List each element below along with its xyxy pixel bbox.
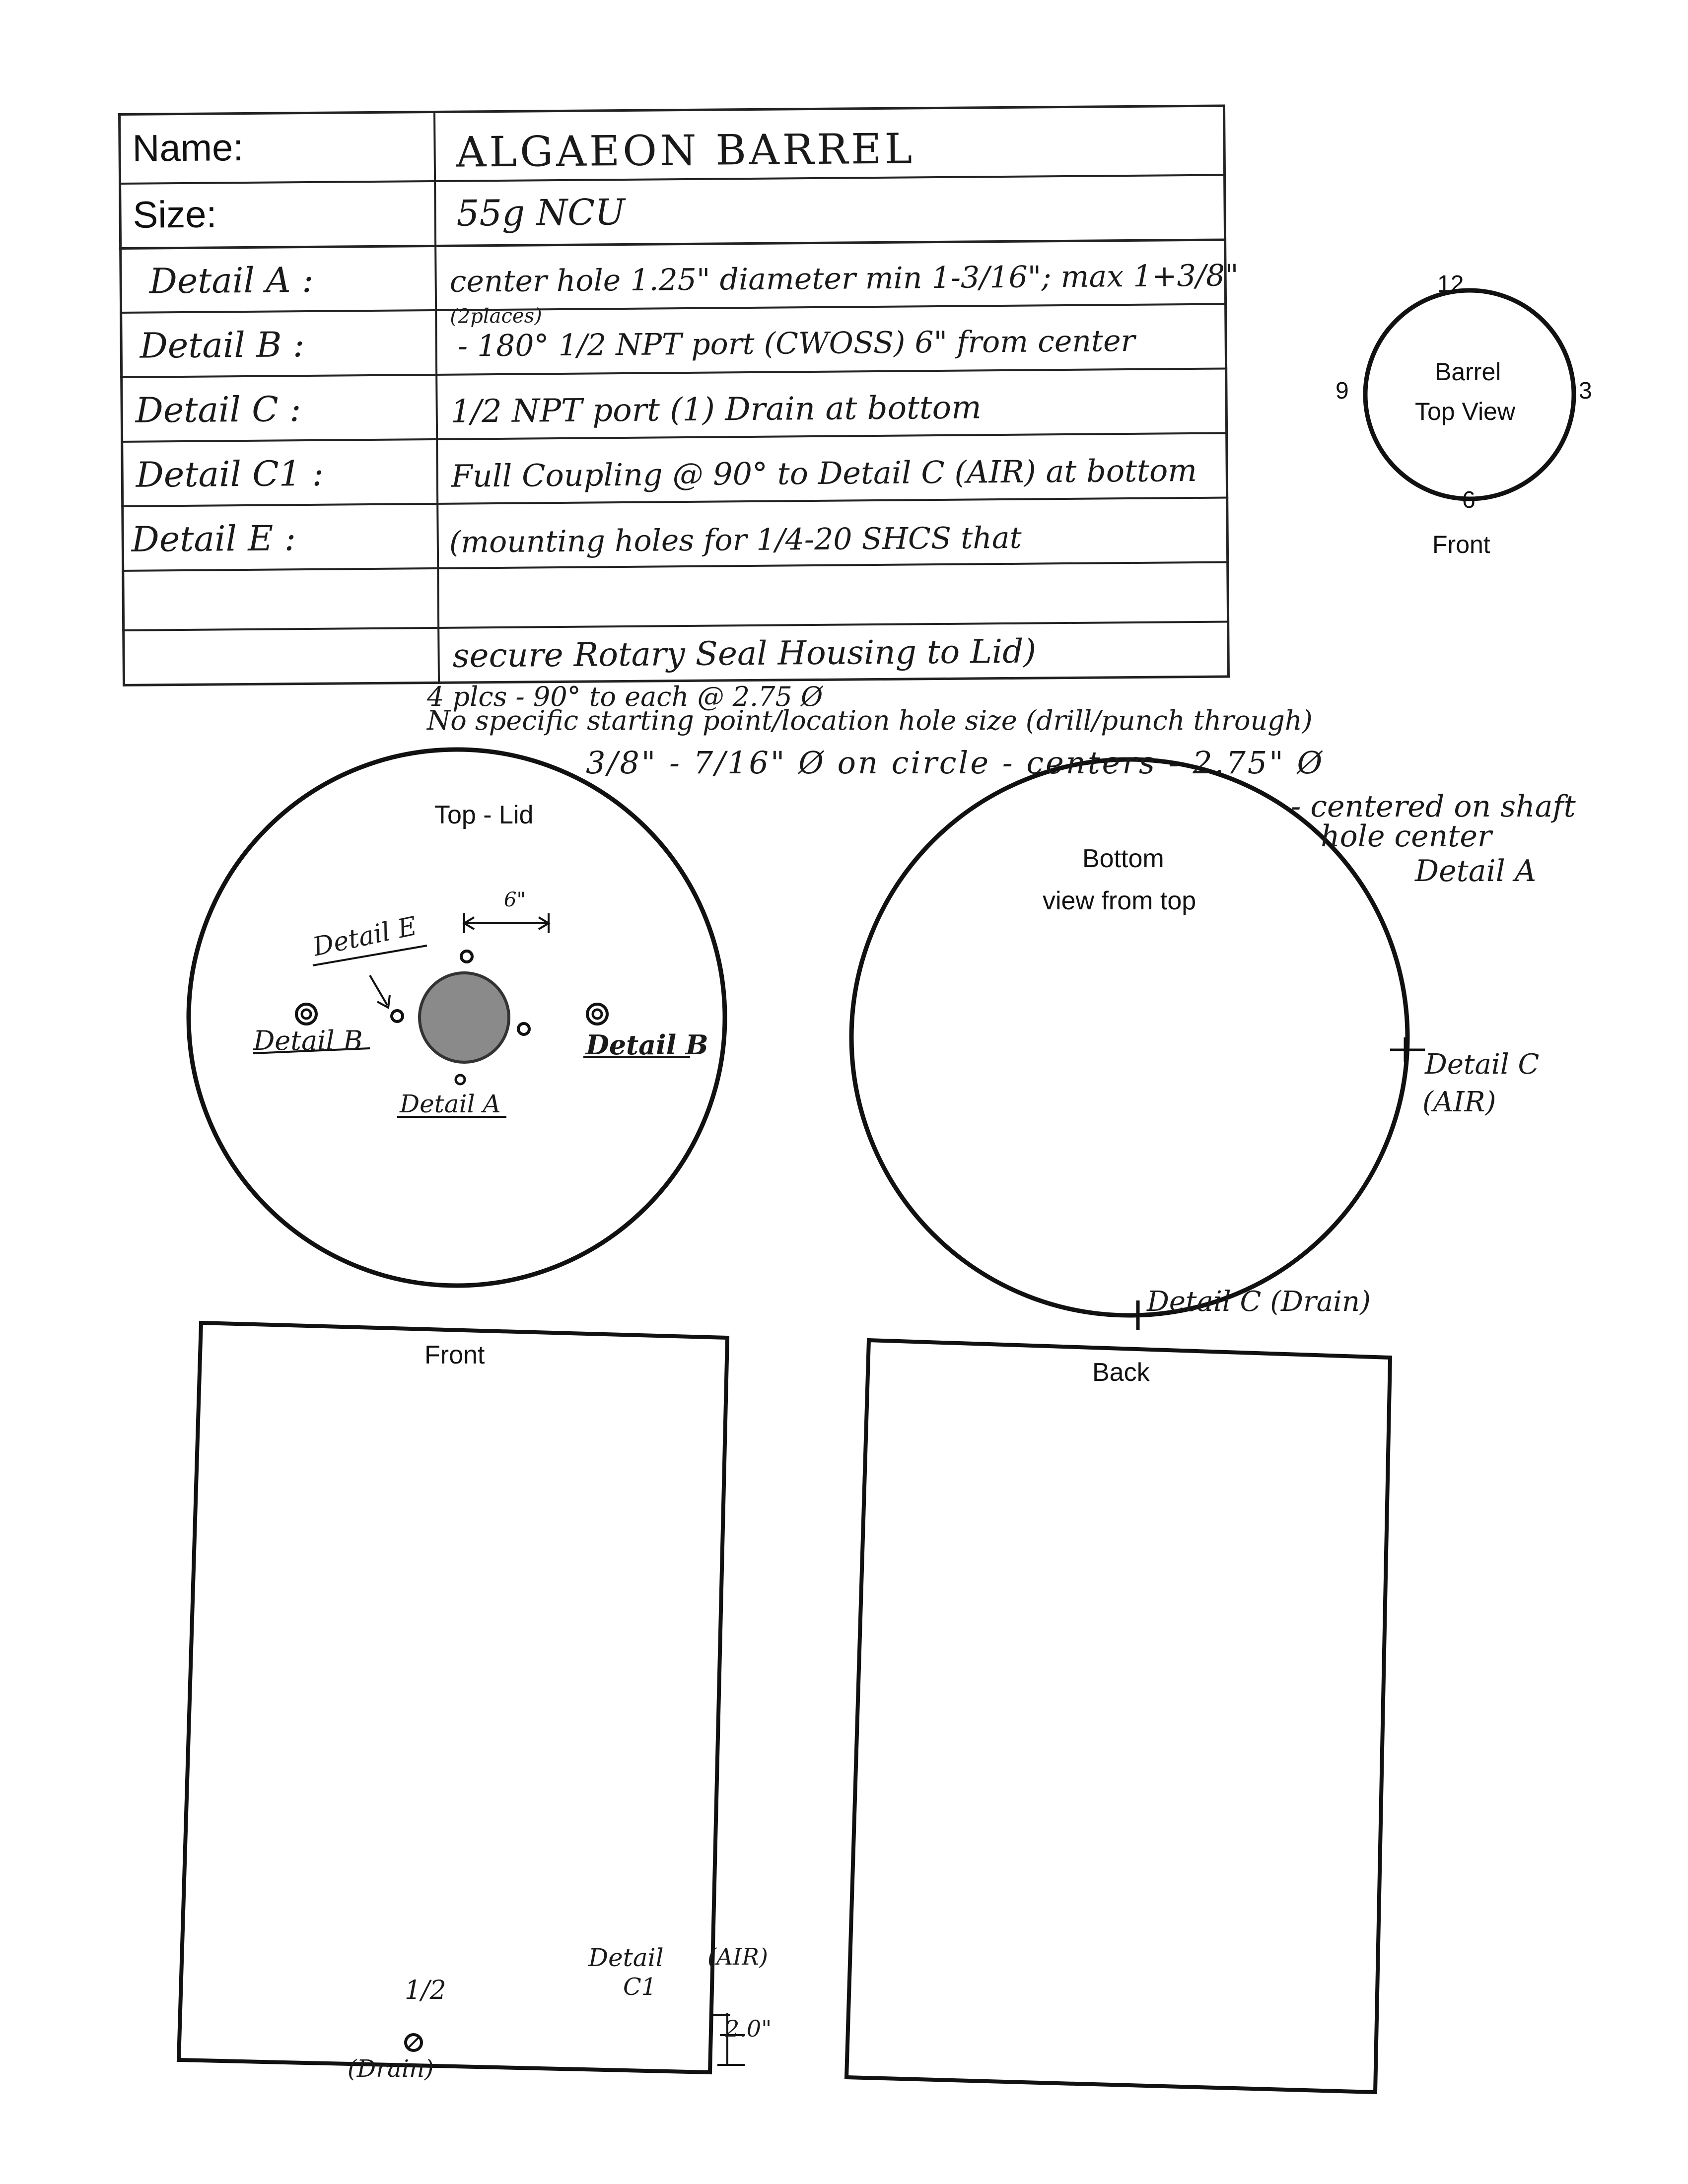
- detail-c1-label: Detail C1 :: [136, 453, 324, 495]
- note-line-4: - centered on shaft: [1291, 789, 1576, 824]
- detail-c1-label-2: C1: [623, 1973, 657, 2001]
- orientation-title-1: Barrel: [1435, 358, 1501, 386]
- orientation-title-2: Top View: [1415, 398, 1515, 425]
- clock-12: 12: [1437, 271, 1464, 297]
- spec-table: [118, 104, 1239, 683]
- orientation-circle: [1365, 290, 1574, 499]
- detail-c-drain-callout: Detail C (Drain): [1147, 1286, 1371, 1318]
- mount-hole-top: [461, 951, 472, 962]
- front-drain-label: (Drain): [348, 2055, 434, 2083]
- top-lid-dim: 6": [504, 888, 526, 911]
- front-air-label: (AIR): [707, 1943, 768, 1970]
- detail-c-value: 1/2 NPT port (1) Drain at bottom: [450, 389, 982, 430]
- mount-hole-bottom: [456, 1075, 465, 1084]
- port-right-inner: [593, 1010, 602, 1019]
- port-right-outer: [587, 1004, 607, 1024]
- detail-e-label: Detail E :: [131, 518, 296, 560]
- front-dim-label: 2.0": [725, 2015, 772, 2042]
- detail-c-air-callout-2: (AIR): [1422, 1086, 1496, 1118]
- back-title: Back: [1092, 1358, 1150, 1387]
- front-title: Front: [424, 1341, 485, 1369]
- detail-a-callout: Detail A: [400, 1090, 501, 1118]
- detail-a-value: center hole 1.25" diameter min 1-3/16"; max 1+3/8": [449, 258, 1239, 299]
- detail-e-value: (mounting holes for 1/4-20 SHCS that: [449, 520, 1022, 560]
- detail-b-label: Detail B :: [140, 324, 305, 366]
- detail-c1-value: Full Coupling @ 90° to Detail C (AIR) at bottom: [451, 452, 1197, 494]
- bottom-title-1: Bottom: [1082, 844, 1164, 873]
- center-hole: [420, 973, 509, 1062]
- clock-6: 6: [1462, 487, 1476, 513]
- clock-3: 3: [1579, 378, 1592, 404]
- front-half-label: 1/2: [405, 1976, 446, 2005]
- detail-c1-label-1: Detail: [588, 1943, 664, 1972]
- bottom-title-2: view from top: [1043, 887, 1196, 915]
- name-label: Name:: [132, 127, 244, 170]
- detail-b-value: - 180° 1/2 NPT port (CWOSS) 6" from center: [457, 323, 1135, 364]
- note-line-5: hole center: [1321, 819, 1492, 854]
- mount-hole-left: [392, 1011, 403, 1022]
- detail-a-label: Detail A :: [149, 259, 314, 302]
- note-line-3: 3/8" - 7/16" Ø on circle - centers - 2.75" Ø: [586, 745, 1325, 781]
- detail-c-air-callout-1: Detail C: [1425, 1048, 1540, 1081]
- mount-hole-right: [518, 1024, 529, 1034]
- note-line-1: 4 plcs - 90° to each @ 2.75 Ø: [427, 681, 823, 712]
- detail-e-value-cont: secure Rotary Seal Housing to Lid): [452, 632, 1037, 675]
- detail-b-left-callout: Detail B: [253, 1025, 363, 1056]
- size-value: 55g NCU: [456, 191, 626, 234]
- note-line-2: No specific starting point/location hole size (drill/punch through): [427, 705, 1313, 736]
- detail-b-right-callout: Detail B: [586, 1029, 708, 1061]
- note-line-6: Detail A: [1415, 854, 1537, 888]
- top-lid-title: Top - Lid: [434, 801, 534, 829]
- orientation-front: Front: [1432, 531, 1490, 558]
- detail-c-label: Detail C :: [135, 389, 301, 431]
- clock-9: 9: [1336, 378, 1349, 404]
- back-rect: [846, 1340, 1390, 2092]
- port-left-inner: [302, 1010, 311, 1019]
- detail-b-sub: (2places): [450, 304, 542, 328]
- detail-e-callout: Detail E: [310, 911, 420, 962]
- size-label: Size:: [133, 193, 217, 236]
- name-value: ALGAEON BARREL: [456, 124, 915, 177]
- port-left-outer: [296, 1004, 316, 1024]
